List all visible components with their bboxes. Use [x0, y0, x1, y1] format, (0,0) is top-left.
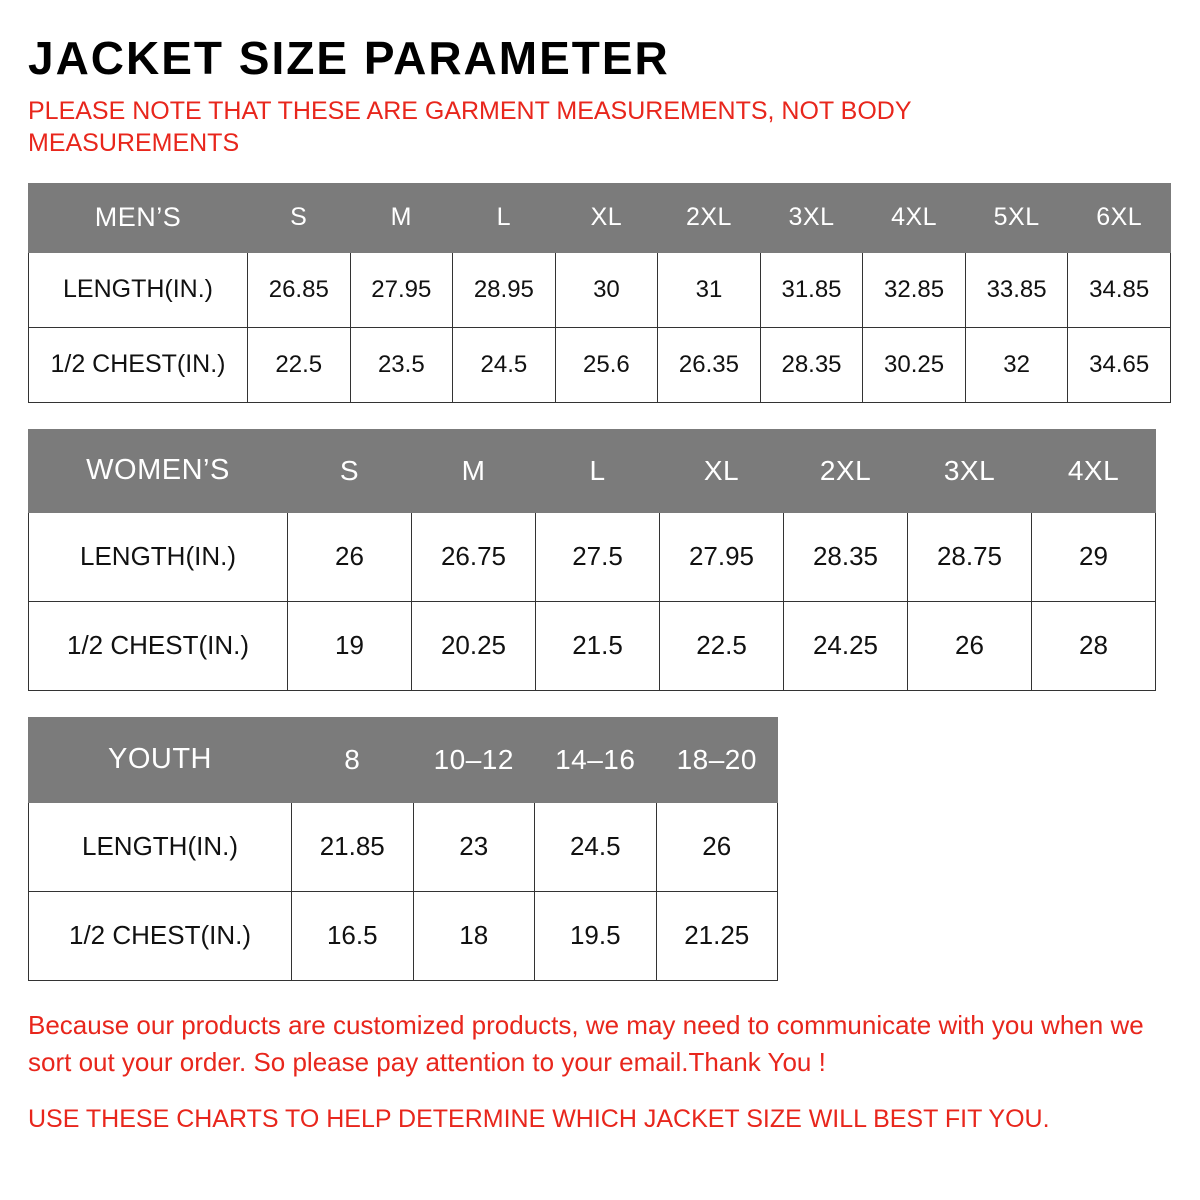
- mens-cell: 26.35: [658, 327, 761, 402]
- youth-cell: 21.85: [292, 802, 414, 891]
- mens-cell: 31: [658, 252, 761, 327]
- mens-cell: 30.25: [863, 327, 966, 402]
- mens-cell: 31.85: [760, 252, 863, 327]
- mens-header-size: 3XL: [760, 183, 863, 252]
- womens-cell: 22.5: [660, 601, 784, 690]
- womens-header-size: XL: [660, 429, 784, 512]
- womens-cell: 26: [288, 512, 412, 601]
- womens-header-size: 3XL: [908, 429, 1032, 512]
- mens-cell: 33.85: [965, 252, 1068, 327]
- womens-size-table: [28, 429, 1156, 691]
- womens-cell: 21.5: [536, 601, 660, 690]
- youth-header-size: 18–20: [656, 717, 778, 802]
- womens-cell: 24.25: [784, 601, 908, 690]
- womens-header-size: L: [536, 429, 660, 512]
- mens-cell: 32: [965, 327, 1068, 402]
- mens-row-label: 1/2 CHEST(IN.): [29, 327, 248, 402]
- mens-cell: 28.95: [453, 252, 556, 327]
- youth-row-label: 1/2 CHEST(IN.): [29, 891, 292, 980]
- mens-cell: 22.5: [248, 327, 351, 402]
- mens-row-label: LENGTH(IN.): [29, 252, 248, 327]
- womens-cell: 26: [908, 601, 1032, 690]
- youth-cell: 16.5: [292, 891, 414, 980]
- mens-cell: 28.35: [760, 327, 863, 402]
- mens-header-size: L: [453, 183, 556, 252]
- mens-header-size: 2XL: [658, 183, 761, 252]
- page-title: JACKET SIZE PARAMETER: [28, 32, 670, 84]
- table-header-row: [29, 429, 1156, 512]
- mens-header-size: M: [350, 183, 453, 252]
- table-row: [29, 512, 1156, 601]
- womens-header-size: M: [412, 429, 536, 512]
- womens-row-label: 1/2 CHEST(IN.): [29, 601, 288, 690]
- mens-header-size: 6XL: [1068, 183, 1171, 252]
- mens-cell: 30: [555, 252, 658, 327]
- womens-cell: 28.35: [784, 512, 908, 601]
- table-row: [29, 252, 1171, 327]
- table-header-row: [29, 717, 778, 802]
- womens-cell: 28.75: [908, 512, 1032, 601]
- mens-cell: 24.5: [453, 327, 556, 402]
- youth-cell: 21.25: [656, 891, 778, 980]
- womens-header-size: S: [288, 429, 412, 512]
- mens-header-size: 5XL: [965, 183, 1068, 252]
- womens-cell: 27.95: [660, 512, 784, 601]
- youth-row-label: LENGTH(IN.): [29, 802, 292, 891]
- mens-cell: 23.5: [350, 327, 453, 402]
- womens-cell: 20.25: [412, 601, 536, 690]
- top-note: PLEASE NOTE THAT THESE ARE GARMENT MEASUREMENTS, NOT BODY MEASUREMENTS: [28, 97, 912, 157]
- womens-header-category: WOMEN’S: [29, 429, 288, 512]
- table-header-row: [29, 183, 1171, 252]
- mens-cell: 34.85: [1068, 252, 1171, 327]
- mens-header-size: S: [248, 183, 351, 252]
- mens-header-category: MEN’S: [29, 183, 248, 252]
- mens-header-size: 4XL: [863, 183, 966, 252]
- mens-cell: 32.85: [863, 252, 966, 327]
- youth-cell: 19.5: [535, 891, 657, 980]
- mens-cell: 25.6: [555, 327, 658, 402]
- youth-header-size: 8: [292, 717, 414, 802]
- youth-header-size: 10–12: [413, 717, 535, 802]
- mens-cell: 26.85: [248, 252, 351, 327]
- womens-cell: 27.5: [536, 512, 660, 601]
- youth-header-size: 14–16: [535, 717, 657, 802]
- youth-cell: 24.5: [535, 802, 657, 891]
- table-row: [29, 601, 1156, 690]
- youth-cell: 23: [413, 802, 535, 891]
- womens-cell: 26.75: [412, 512, 536, 601]
- womens-row-label: LENGTH(IN.): [29, 512, 288, 601]
- table-row: [29, 891, 778, 980]
- womens-header-size: 2XL: [784, 429, 908, 512]
- womens-cell: 19: [288, 601, 412, 690]
- mens-cell: 27.95: [350, 252, 453, 327]
- mens-cell: 34.65: [1068, 327, 1171, 402]
- bottom-note-customization: Because our products are customized products, we may need to communicate with you when we sort out your order. So please pay attention to your email.Thank You !: [28, 1009, 1144, 1078]
- youth-cell: 26: [656, 802, 778, 891]
- youth-header-category: YOUTH: [29, 717, 292, 802]
- mens-header-size: XL: [555, 183, 658, 252]
- youth-size-table: [28, 717, 778, 981]
- womens-cell: 28: [1032, 601, 1156, 690]
- mens-size-table: [28, 183, 1171, 403]
- womens-header-size: 4XL: [1032, 429, 1156, 512]
- womens-cell: 29: [1032, 512, 1156, 601]
- youth-cell: 18: [413, 891, 535, 980]
- table-row: [29, 327, 1171, 402]
- table-row: [29, 802, 778, 891]
- bottom-note-usage: USE THESE CHARTS TO HELP DETERMINE WHICH JACKET SIZE WILL BEST FIT YOU.: [28, 1105, 1050, 1134]
